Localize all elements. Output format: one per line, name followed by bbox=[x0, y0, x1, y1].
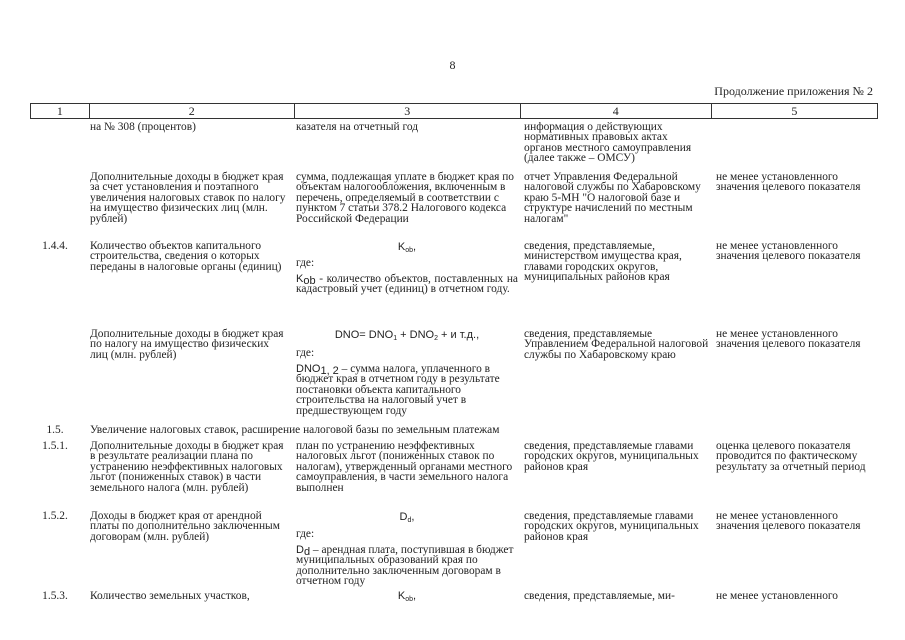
row1-target-text: не менее установленного значения целевого показателя bbox=[716, 171, 861, 194]
column-header-3: 3 bbox=[294, 104, 520, 119]
row6-target-text: не менее установленного значения целевого показателя bbox=[716, 510, 861, 533]
row1-indicator-text: Дополнительные доходы в бюджет края за счет установления и поэтапного увеличения налоговых ставок по налогу на имущество физических лиц (млн. рублей) bbox=[90, 171, 286, 225]
column-header-row bbox=[30, 103, 878, 119]
row5-indicator-text: Дополнительные доходы в бюджет края в результате реализации плана по устранению неэффективных налоговых льгот (пониженных ставок) в части земельного налога (млн. рублей) bbox=[90, 440, 284, 494]
row2-where-label: где: bbox=[296, 257, 315, 269]
row3-indicator-text: Дополнительные доходы в бюджет края по налогу на имущество физических лиц (млн. рублей) bbox=[90, 328, 284, 361]
row7-indicator-text: Количество земельных участков, bbox=[90, 590, 250, 602]
row3-source-text: сведения, представляемые Управлением Федеральной налоговой службы по Хабаровскому краю bbox=[524, 328, 709, 361]
section-title: Увеличение налоговых ставок, расширение налоговой базы по земельным платежам bbox=[90, 424, 500, 436]
row2-number: 1.4.4. bbox=[42, 240, 68, 252]
column-header-1: 1 bbox=[31, 104, 90, 119]
row3-target-text: не менее установленного значения целевого показателя bbox=[716, 328, 861, 351]
row6-formula: $D_d$, bbox=[399, 511, 415, 524]
row5-method-text: план по устранению неэффективных налоговых льгот (пониженных ставок по налогам), утвержденный органами местного самоуправления, в части земельного налога выполнен bbox=[296, 440, 513, 494]
row7-formula: $K_{ob}$, bbox=[397, 590, 417, 603]
column-header-4: 4 bbox=[520, 104, 711, 119]
row5-number: 1.5.1. bbox=[42, 440, 68, 452]
row6-source-text: сведения, представляемые главами городских округов, муниципальных районов края bbox=[524, 510, 699, 543]
row7-number: 1.5.3. bbox=[42, 590, 68, 602]
row0-indicator-text: на № 308 (процентов) bbox=[90, 121, 196, 133]
row2-definition: $K_{ob}$ - количество объектов, поставленных на кадастровый учет (единиц) в отчетном году. bbox=[296, 273, 518, 296]
row2-source-text: сведения, представляемые, министерством имущества края, главами городских округов, муниципальных районов края bbox=[524, 240, 682, 284]
column-header-2: 2 bbox=[89, 104, 294, 119]
row2-formula: $K_{ob}$, bbox=[397, 241, 417, 254]
row7-source-text: сведения, представляемые, ми- bbox=[524, 590, 675, 602]
row0-source-text: информация о действующих нормативных правовых актах органов местного самоуправления (далее также – ОМСУ) bbox=[524, 121, 692, 165]
row2-indicator-text: Количество объектов капитального строительства, сведения о которых переданы в налоговые органы (единиц) bbox=[90, 240, 282, 273]
row3-formula: $DNO= DNO_1 + DNO_2 + и$ т.д., bbox=[334, 329, 480, 342]
row1-method-text: сумма, подлежащая уплате в бюджет края по объектам налогообложения, включенным в перечень, определяемый в соответствии с пунктом 7 статьи 378.2 Налогового кодекса Российской Федерации bbox=[296, 171, 515, 225]
row0-method-text: казателя на отчетный год bbox=[296, 121, 419, 133]
row2-target-text: не менее установленного значения целевого показателя bbox=[716, 240, 861, 263]
row5-source-text: сведения, представляемые главами городских округов, муниципальных районов края bbox=[524, 440, 699, 473]
row7-target-text: не менее установленного bbox=[716, 590, 838, 602]
row1-source-text: отчет Управления Федеральной налоговой службы по Хабаровскому краю 5-МН "О налоговой базе и структуре начислений по местным налогам" bbox=[524, 171, 701, 225]
row3-where-label: где: bbox=[296, 347, 315, 359]
row3-definition: $DNO_{1, 2}$ – сумма налога, уплаченного в бюджет края в отчетном году в результате постановки объекта капитального строительства на налоговый учет в предшествующем году bbox=[296, 363, 500, 417]
row4-number: 1.5. bbox=[46, 424, 64, 436]
page-number: 8 bbox=[449, 58, 456, 72]
row6-definition: $D_d$ – арендная плата, поступившая в бюджет муниципальных образований края по дополнительно заключенным договорам в отчетном году bbox=[296, 544, 514, 588]
continuation-label: Продолжение приложения № 2 bbox=[714, 84, 873, 98]
row5-target-text: оценка целевого показателя проводится по фактическому результату за отчетный период bbox=[716, 440, 866, 473]
row6-where-label: где: bbox=[296, 528, 315, 540]
column-header-5: 5 bbox=[711, 104, 877, 119]
row6-number: 1.5.2. bbox=[42, 510, 68, 522]
row6-indicator-text: Доходы в бюджет края от арендной платы по дополнительно заключенным договорам (млн. рублей) bbox=[90, 510, 280, 543]
